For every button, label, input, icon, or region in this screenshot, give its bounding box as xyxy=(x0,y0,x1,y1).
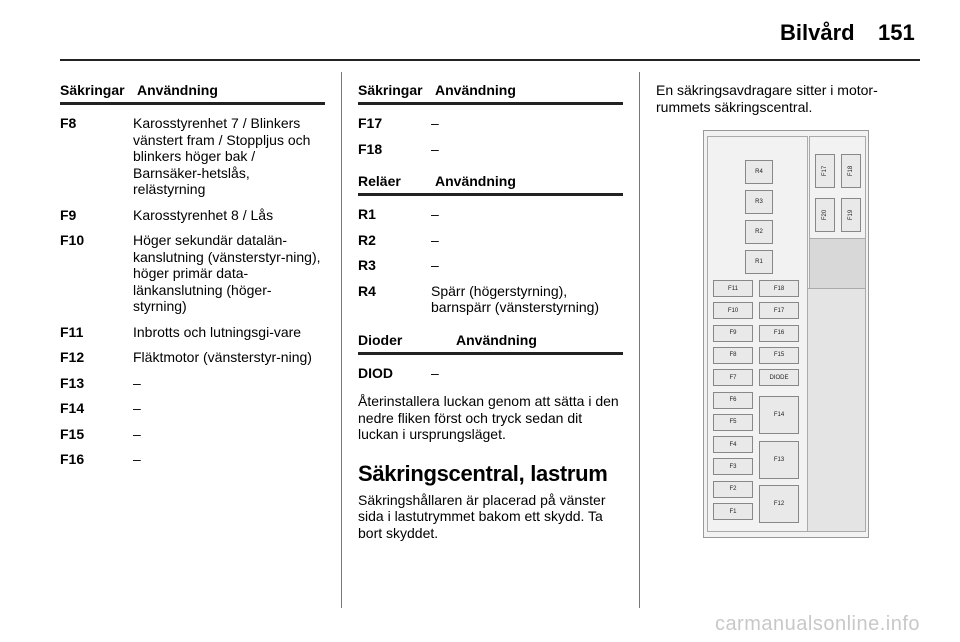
row-key: DIOD xyxy=(358,364,393,381)
row-usage: – xyxy=(431,206,439,222)
row-key: F15 xyxy=(60,425,85,442)
fuse-label: F15 xyxy=(773,352,785,359)
relay-slot xyxy=(745,190,773,214)
table-row xyxy=(60,426,325,443)
row-usage: – xyxy=(431,364,439,381)
fuse-slot xyxy=(713,414,753,431)
row-key: R2 xyxy=(358,231,376,248)
row-usage: Karosstyrenhet 7 / Blinkers vänstert fram / Stoppljus och blinkers höger bak / Barnsäker-hetslås, relästyrning xyxy=(133,115,311,197)
fuse-slot xyxy=(759,369,799,386)
fuse-slot xyxy=(713,503,753,520)
fuse-label: F18 xyxy=(848,165,854,177)
fuse-table-1 xyxy=(60,80,325,477)
header-rule xyxy=(60,59,920,61)
fuse-label: F16 xyxy=(773,330,785,337)
column-3 xyxy=(656,80,921,115)
intro-paragraph: En säkringsavdragare sitter i motor-rummets säkringscentral. xyxy=(656,82,878,115)
row-key: F10 xyxy=(60,232,85,248)
header-fuse: Säkringar xyxy=(358,82,423,98)
fuse-label: F3 xyxy=(729,463,737,470)
fuse-slot xyxy=(713,280,753,297)
fuse-label: F12 xyxy=(773,501,785,508)
fuse-label: F13 xyxy=(773,456,785,463)
table-header xyxy=(358,171,623,193)
header-usage: Användning xyxy=(435,82,516,98)
fuse-label: F11 xyxy=(728,285,738,292)
header-diode: Dioder xyxy=(358,331,403,348)
fuse-label: F5 xyxy=(729,419,737,426)
fuse-slot xyxy=(759,280,799,297)
table-row xyxy=(358,206,623,223)
header-usage: Användning xyxy=(456,331,537,348)
page-header-title: Bilvård xyxy=(780,20,855,45)
fuse-label: F17 xyxy=(822,165,828,177)
table-row xyxy=(358,283,623,316)
row-usage: – xyxy=(133,374,141,391)
fuse-label: R2 xyxy=(755,229,763,235)
row-key: F16 xyxy=(60,451,85,467)
fuse-label: F4 xyxy=(729,441,737,448)
fuse-slot xyxy=(713,325,753,342)
row-key: F8 xyxy=(60,115,77,131)
table-header-rule xyxy=(358,102,623,105)
relay-table xyxy=(358,171,623,316)
page-number: 151 xyxy=(878,20,915,45)
row-usage: – xyxy=(431,231,439,248)
relay-slot xyxy=(745,220,773,244)
fuse-label: R4 xyxy=(755,169,763,175)
row-key: F9 xyxy=(60,206,77,223)
row-key: R3 xyxy=(358,257,376,273)
fuse-slot xyxy=(815,198,835,232)
reinstall-paragraph: Återinstallera luckan genom att sätta i den nedre fliken först och tryck sedan dit luckan i ursprungsläget. xyxy=(358,393,619,442)
fuse-slot xyxy=(713,302,753,319)
fuse-slot xyxy=(713,481,753,498)
fuse-slot xyxy=(841,154,861,188)
fuse-slot xyxy=(713,369,753,386)
row-key: R1 xyxy=(358,206,376,222)
row-usage: – xyxy=(133,425,141,442)
fuse-label: F19 xyxy=(848,209,854,221)
row-key: F17 xyxy=(358,115,383,131)
table-header-rule xyxy=(358,193,623,196)
table-row xyxy=(358,257,623,274)
fuse-slot xyxy=(759,485,799,523)
relay-slot xyxy=(745,160,773,184)
fuse-label: F2 xyxy=(729,486,737,493)
table-row xyxy=(358,232,623,249)
section-heading: Säkringscentral, lastrum xyxy=(358,460,608,486)
fuse-label: DIODE xyxy=(769,374,789,381)
fuse-label: F18 xyxy=(773,285,785,292)
fuse-slot xyxy=(713,347,753,364)
fuse-label: F9 xyxy=(729,330,737,337)
fuse-label: R1 xyxy=(755,259,763,265)
fuse-slot xyxy=(759,325,799,342)
row-usage: Fläktmotor (vänsterstyr-ning) xyxy=(133,349,312,365)
column-divider-2 xyxy=(639,72,640,608)
fuse-label: F1 xyxy=(729,508,737,515)
row-key: F13 xyxy=(60,374,85,391)
fuse-label: F10 xyxy=(727,307,739,314)
table-row xyxy=(60,324,325,341)
header-fuse: Säkringar xyxy=(60,82,125,98)
fuse-table-2 xyxy=(358,80,623,157)
table-row xyxy=(358,115,623,132)
row-key: F12 xyxy=(60,349,85,365)
row-usage: – xyxy=(431,140,439,157)
diode-table xyxy=(358,330,623,382)
table-header xyxy=(60,80,325,102)
fuse-label: F6 xyxy=(729,397,737,403)
fuse-label: F14 xyxy=(773,412,785,418)
column-divider-1 xyxy=(341,72,342,608)
table-header-rule xyxy=(358,352,623,355)
table-row xyxy=(60,207,325,224)
fuse-slot xyxy=(759,396,799,434)
fuse-slot xyxy=(759,302,799,319)
row-usage: – xyxy=(431,257,439,273)
watermark: carmanualsonline.info xyxy=(714,613,920,635)
header-usage: Användning xyxy=(435,173,516,189)
body-paragraph: Säkringshållaren är placerad på vänster sida i lastutrymmet bakom ett skydd. Ta bort skyddet. xyxy=(358,491,606,541)
row-usage: Inbrotts och lutningsgi-vare xyxy=(133,323,302,340)
fuse-slot xyxy=(759,441,799,479)
row-key: F18 xyxy=(358,140,383,157)
row-usage: – xyxy=(133,451,141,467)
row-usage: – xyxy=(431,115,439,131)
fuse-label: F8 xyxy=(729,352,737,359)
table-row xyxy=(60,400,325,417)
row-key: R4 xyxy=(358,282,376,299)
table-row xyxy=(358,365,623,382)
fuse-label: R3 xyxy=(755,199,763,205)
table-header xyxy=(358,330,623,352)
fuse-slot xyxy=(841,198,861,232)
row-key: F11 xyxy=(60,323,84,340)
relay-slot xyxy=(745,250,773,274)
fuse-label: F7 xyxy=(729,374,737,381)
row-usage: – xyxy=(133,400,141,416)
fuse-slot xyxy=(713,458,753,475)
fuse-box-diagram xyxy=(703,130,869,538)
fuse-slot xyxy=(759,347,799,364)
table-row xyxy=(60,375,325,392)
row-usage: Höger sekundär datalän-kanslutning (vänsterstyr-ning), höger primär data-länkanslutning (höger-styrning) xyxy=(133,232,321,314)
table-row xyxy=(60,451,325,468)
row-usage: Spärr (högerstyrning), barnspärr (vänsterstyrning) xyxy=(431,282,600,315)
fuse-label: F20 xyxy=(822,209,828,221)
table-row xyxy=(60,232,325,315)
row-usage: Karosstyrenhet 8 / Lås xyxy=(133,206,274,223)
fuse-slot xyxy=(713,392,753,409)
fuse-slot xyxy=(815,154,835,188)
fuse-slot xyxy=(713,436,753,453)
column-2 xyxy=(358,80,623,541)
table-row xyxy=(358,141,623,158)
table-header xyxy=(358,80,623,102)
header-relay: Reläer xyxy=(358,173,401,189)
table-row xyxy=(60,349,325,366)
fuse-label: F17 xyxy=(773,307,785,314)
row-key: F14 xyxy=(60,400,85,416)
table-header-rule xyxy=(60,102,325,105)
header-usage: Användning xyxy=(137,82,218,98)
table-row xyxy=(60,115,325,198)
